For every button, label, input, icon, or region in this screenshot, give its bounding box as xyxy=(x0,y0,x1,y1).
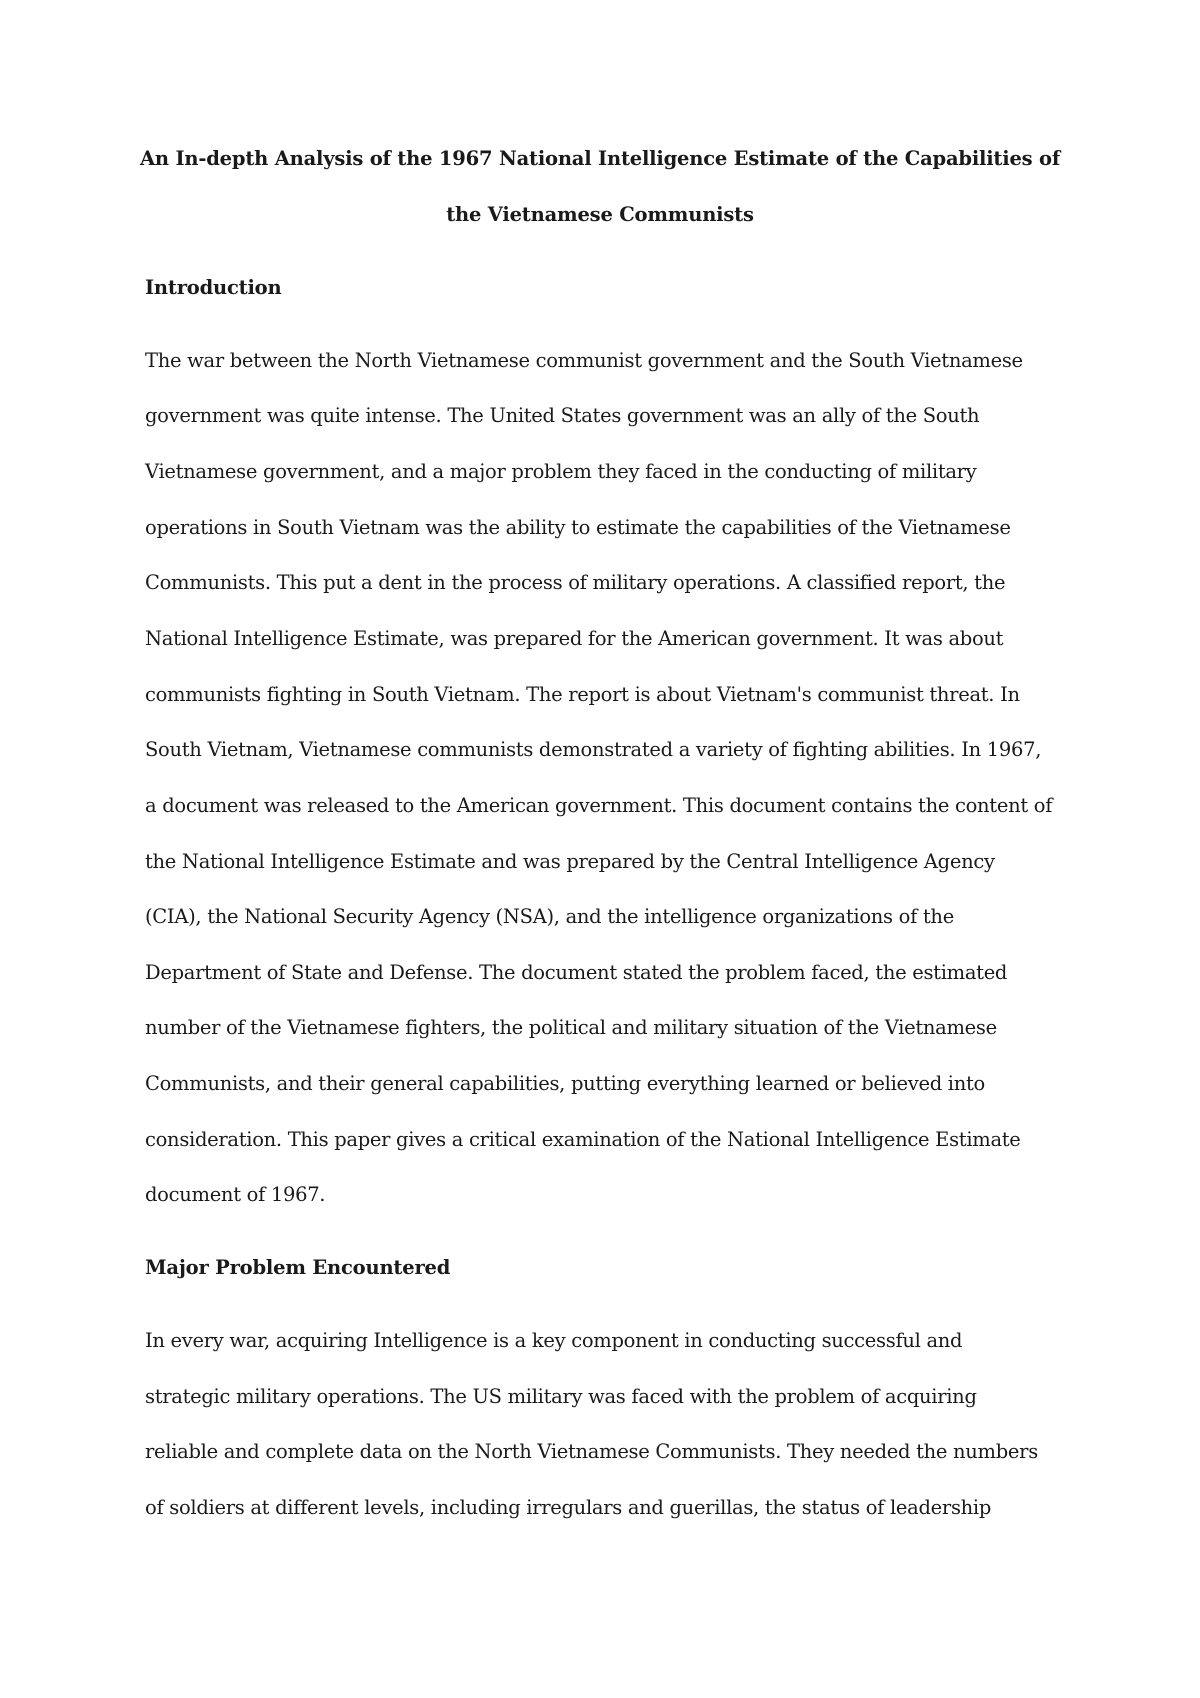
intro-line: a document was released to the American government. This document contains the content of xyxy=(145,794,1053,817)
intro-line: Department of State and Defense. The document stated the problem faced, the estimated xyxy=(145,961,1008,984)
problem-line: In every war, acquiring Intelligence is a key component in conducting successful and xyxy=(145,1329,963,1352)
problem-line: strategic military operations. The US military was faced with the problem of acquiring xyxy=(145,1385,977,1408)
intro-line: communists fighting in South Vietnam. The report is about Vietnam's communist threat. In xyxy=(145,683,1020,706)
section-heading-introduction: Introduction xyxy=(145,276,282,299)
intro-line: National Intelligence Estimate, was prepared for the American government. It was about xyxy=(145,627,1004,650)
intro-line: government was quite intense. The United States government was an ally of the South xyxy=(145,404,980,427)
section-heading-major-problem: Major Problem Encountered xyxy=(145,1256,451,1279)
problem-line: reliable and complete data on the North Vietnamese Communists. They needed the numbers xyxy=(145,1440,1038,1463)
intro-line: operations in South Vietnam was the ability to estimate the capabilities of the Vietnamese xyxy=(145,516,1011,539)
problem-line: of soldiers at different levels, including irregulars and guerillas, the status of leadership xyxy=(145,1496,992,1519)
intro-line: South Vietnam, Vietnamese communists demonstrated a variety of fighting abilities. In 1967, xyxy=(145,738,1042,761)
intro-line: document of 1967. xyxy=(145,1183,326,1206)
intro-line: (CIA), the National Security Agency (NSA), and the intelligence organizations of the xyxy=(145,905,954,928)
document-title-line-1: An In-depth Analysis of the 1967 National Intelligence Estimate of the Capabilities of xyxy=(139,147,1061,170)
intro-line: the National Intelligence Estimate and was prepared by the Central Intelligence Agency xyxy=(145,850,995,873)
intro-line: Communists, and their general capabilities, putting everything learned or believed into xyxy=(145,1072,985,1095)
intro-line: consideration. This paper gives a critical examination of the National Intelligence Estimate xyxy=(145,1128,1021,1151)
intro-line: Vietnamese government, and a major problem they faced in the conducting of military xyxy=(145,460,977,483)
intro-line: The war between the North Vietnamese communist government and the South Vietnamese xyxy=(145,349,1023,372)
document-title-line-2: the Vietnamese Communists xyxy=(446,203,754,226)
intro-line: Communists. This put a dent in the process of military operations. A classified report, the xyxy=(145,571,1006,594)
intro-line: number of the Vietnamese fighters, the political and military situation of the Vietnamese xyxy=(145,1016,997,1039)
